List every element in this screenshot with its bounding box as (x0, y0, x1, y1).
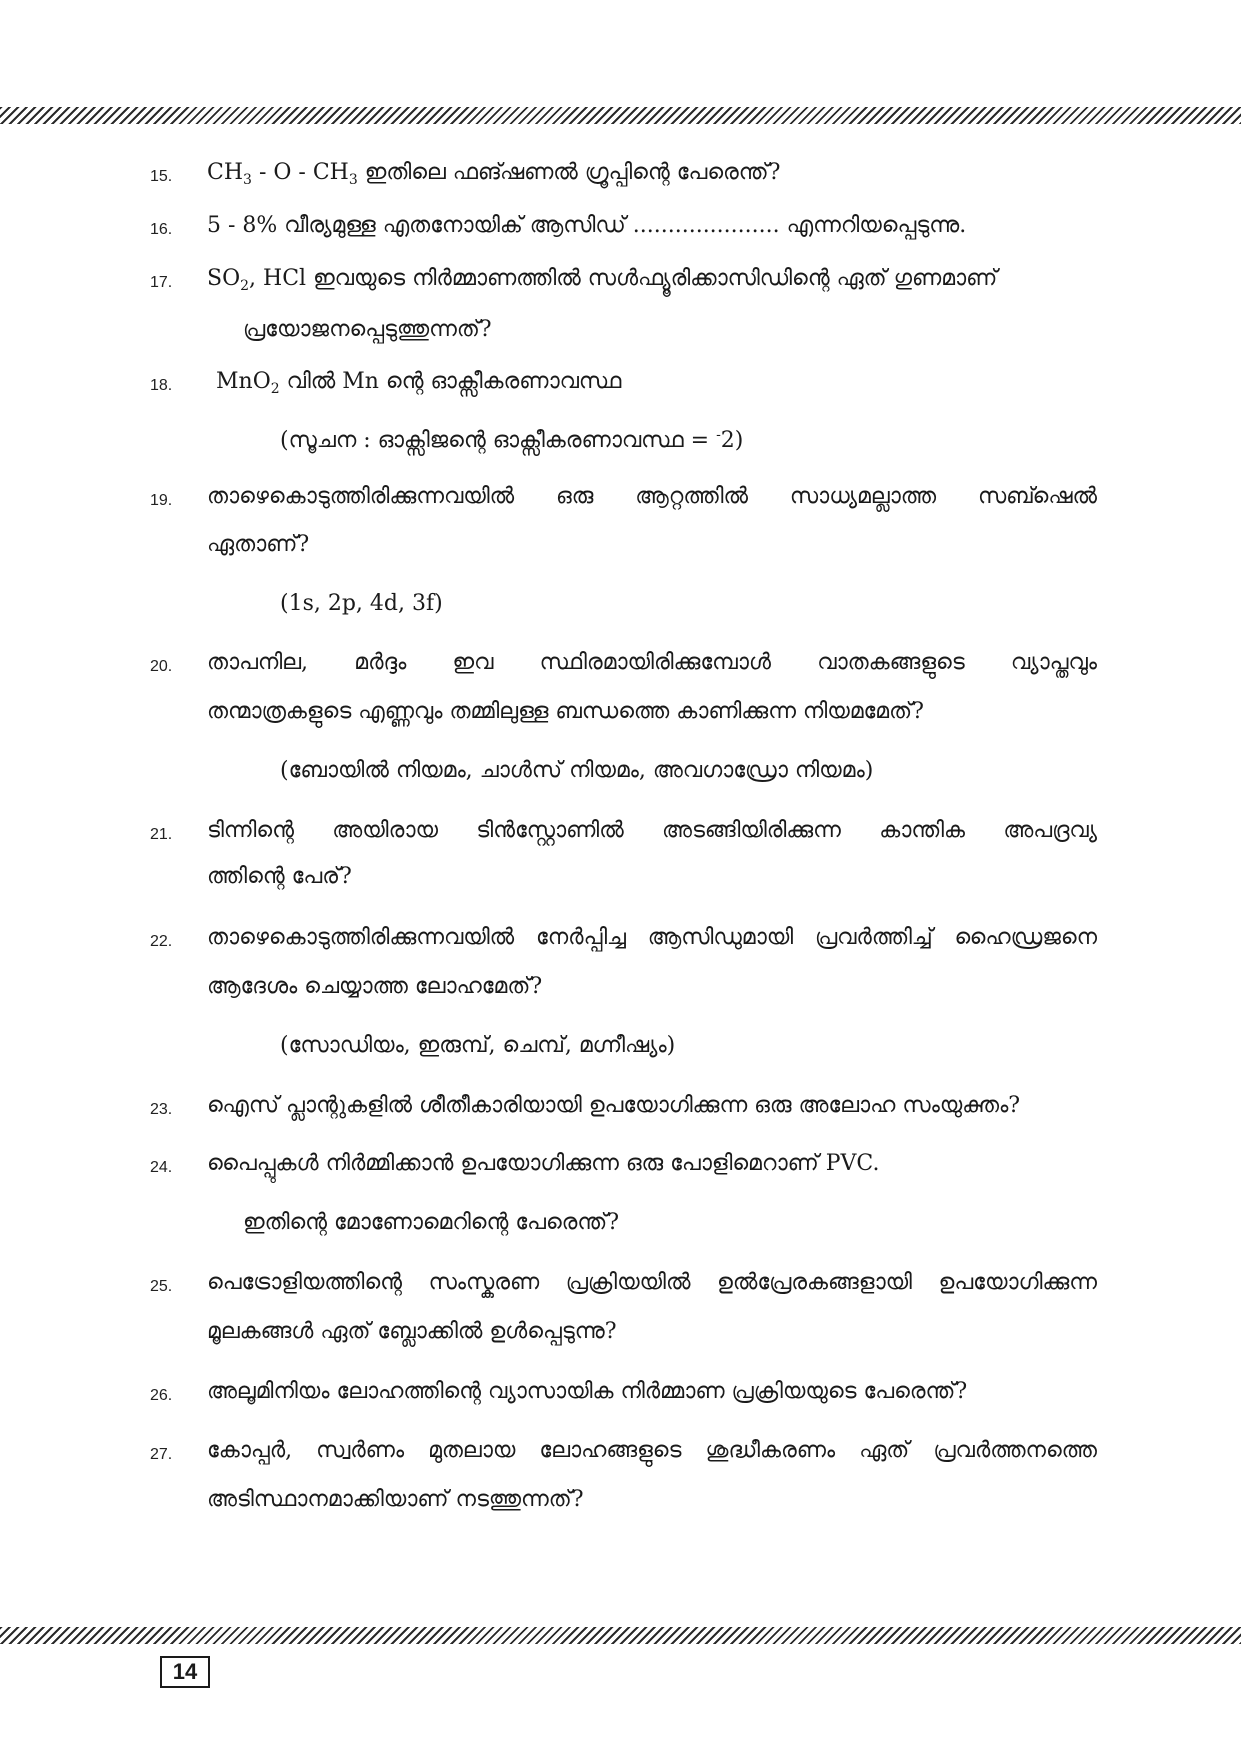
question-number: 19. (150, 492, 173, 509)
question-text: താഴെകൊടുത്തിരിക്കുന്നവയിൽ നേർപ്പിച്ച ആസിഡുമായി പ്രവർത്തിച്ച് ഹൈഡ്രജനെ (207, 925, 1097, 950)
question-number: 20. (150, 658, 173, 675)
question-number: 27. (150, 1446, 173, 1463)
question-text: MnO$_2$ വിൽ Mn ന്റെ ഓക്സീകരണാവസ്ഥ (216, 369, 622, 397)
question-22-options: (സോഡിയം, ഇരുമ്പ്, ചെമ്പ്, മഗ്നീഷ്യം) (280, 1033, 676, 1058)
question-18-hint: (സൂചന : ഓക്സിജന്റെ ഓക്സീകരണാവസ്ഥ = -2) (280, 427, 744, 453)
question-text: പെട്രോളിയത്തിന്റെ സംസ്കരണ പ്രക്രിയയിൽ ഉൽപ്രേരകങ്ങളായി ഉപയോഗിക്കുന്ന (207, 1270, 1097, 1295)
question-25-continuation: മൂലകങ്ങൾ ഏത് ബ്ലോക്കിൽ ഉൾപ്പെടുന്നു? (207, 1319, 617, 1344)
question-19-continuation: ഏതാണ്? (207, 532, 310, 557)
question-22-continuation: ആദേശം ചെയ്യാത്ത ലോഹമേത്? (207, 974, 543, 999)
question-number: 24. (150, 1159, 173, 1176)
question-text: അലൂമിനിയം ലോഹത്തിന്റെ വ്യാസായിക നിർമ്മാണ പ്രക്രിയയുടെ പേരെന്ത്? (207, 1379, 968, 1404)
question-text: കോപ്പർ, സ്വർണം മുതലായ ലോഹങ്ങളുടെ ശുദ്ധീകരണം ഏത് പ്രവർത്തനത്തെ (207, 1438, 1097, 1463)
question-text: പൈപ്പുകൾ നിർമ്മിക്കാൻ ഉപയോഗിക്കുന്ന ഒരു പോളിമെറാണ് PVC. (207, 1151, 880, 1176)
question-number: 15. (150, 168, 173, 185)
question-number: 25. (150, 1278, 173, 1295)
question-number: 21. (150, 826, 173, 843)
top-hatch-border (0, 107, 1241, 124)
question-24-continuation: ഇതിന്റെ മോണോമെറിന്റെ പേരെന്ത്? (243, 1210, 620, 1235)
question-text: ഐസ് പ്ലാന്റുകളിൽ ശീതീകാരിയായി ഉപയോഗിക്കുന്ന ഒരു അലോഹ സംയുക്തം? (207, 1093, 1021, 1118)
question-number: 16. (150, 221, 173, 238)
question-number: 18. (150, 377, 173, 394)
page-number: 14 (160, 1656, 210, 1688)
question-21-continuation: ത്തിന്റെ പേര്? (207, 864, 352, 889)
question-17-continuation: പ്രയോജനപ്പെടുത്തുന്നത്? (243, 317, 492, 342)
question-text: ടിന്നിന്റെ അയിരായ ടിൻസ്റ്റോണിൽ അടങ്ങിയിരിക്കുന്ന കാന്തിക അപദ്രവ്യ (207, 818, 1097, 843)
question-27-continuation: അടിസ്ഥാനമാക്കിയാണ് നടത്തുന്നത്? (207, 1487, 584, 1512)
question-number: 17. (150, 274, 173, 291)
question-number: 23. (150, 1101, 173, 1118)
question-text: 5 - 8% വീര്യമുള്ള എതനോയിക് ആസിഡ് ..................... എന്നറിയപ്പെടുന്നു. (207, 213, 967, 238)
question-text: താപനില, മർദ്ദം ഇവ സ്ഥിരമായിരിക്കുമ്പോൾ വാതകങ്ങളുടെ വ്യാപ്തവും (207, 650, 1097, 675)
question-19-options: (1s, 2p, 4d, 3f) (280, 591, 443, 616)
question-text: $SO_2$, HCl ഇവയുടെ നിർമ്മാണത്തിൽ സൾഫ്യൂരിക്കാസിഡിന്റെ ഏത് ഗുണമാണ് (207, 266, 998, 294)
question-number: 22. (150, 933, 173, 950)
question-text: താഴെകൊടുത്തിരിക്കുന്നവയിൽ ഒരു ആറ്റത്തിൽ സാധ്യമല്ലാത്ത സബ്ഷെൽ (207, 484, 1097, 509)
question-20-options: (ബോയിൽ നിയമം, ചാൾസ് നിയമം, അവഗാഡ്രോ നിയമം) (280, 758, 874, 783)
bottom-hatch-border (0, 1627, 1241, 1644)
question-text: $CH_3$ - O - $CH_3$ ഇതിലെ ഫങ്ഷണൽ ഗ്രൂപ്പിന്റെ പേരെന്ത്? (207, 160, 781, 188)
question-20-continuation: തന്മാത്രകളുടെ എണ്ണവും തമ്മിലുള്ള ബന്ധത്തെ കാണിക്കുന്ന നിയമമേത്? (207, 699, 924, 724)
question-number: 26. (150, 1387, 173, 1404)
